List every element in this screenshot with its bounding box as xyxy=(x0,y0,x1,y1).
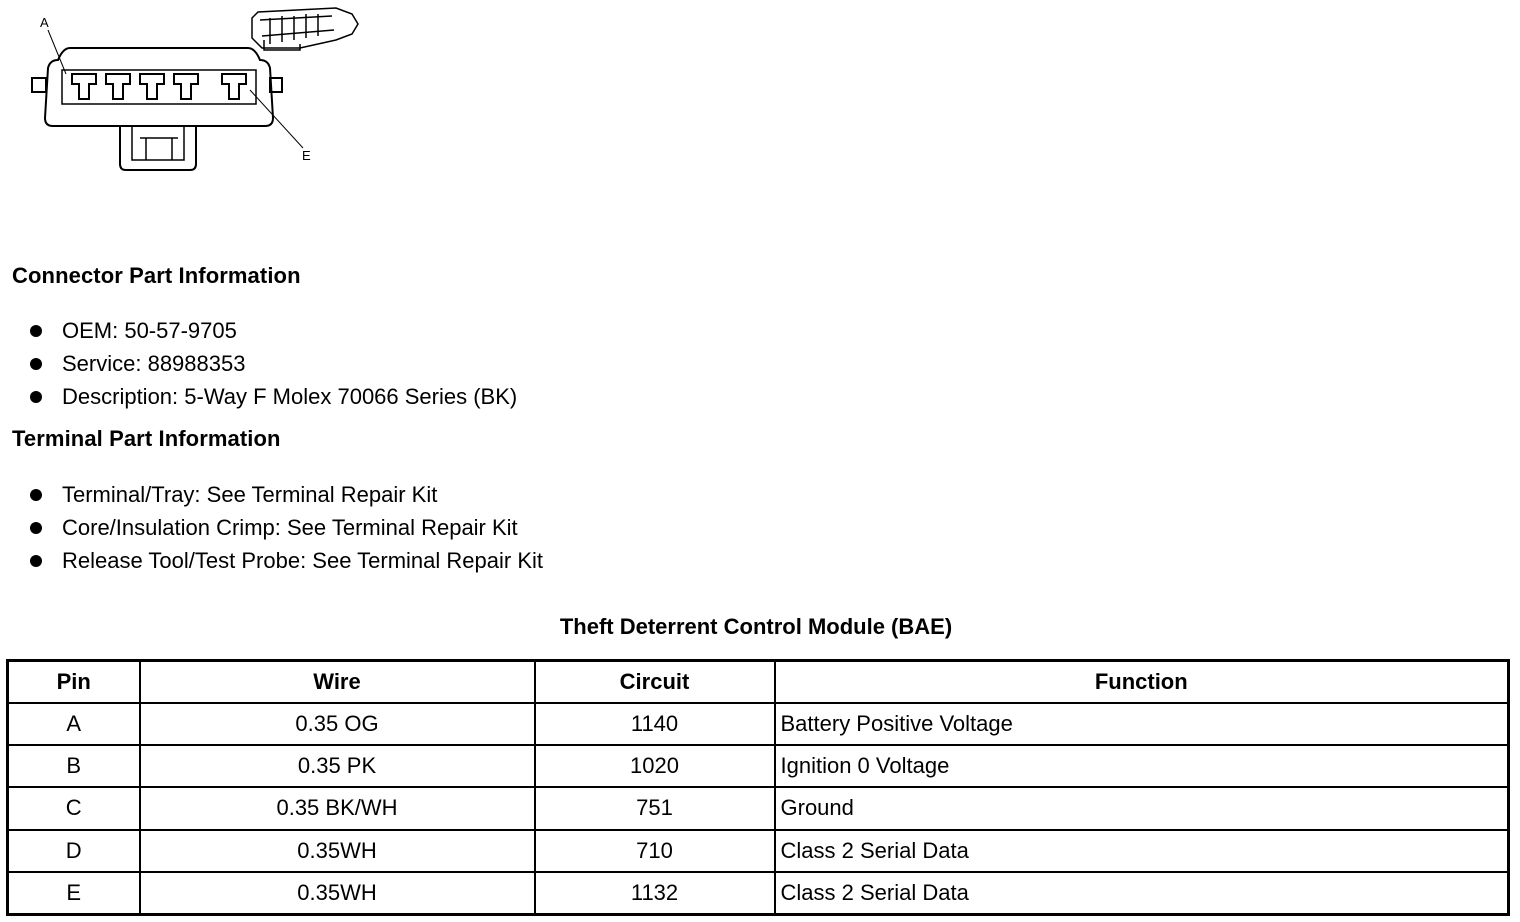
cavity-a xyxy=(72,74,96,99)
cell-function: Ground xyxy=(775,787,1509,829)
list-item: OEM: 50-57-9705 xyxy=(28,314,517,347)
connector-info-heading: Connector Part Information xyxy=(12,263,301,288)
cell-wire: 0.35WH xyxy=(140,872,535,915)
cell-pin: B xyxy=(8,745,140,787)
cell-wire: 0.35 PK xyxy=(140,745,535,787)
cell-pin: D xyxy=(8,830,140,872)
table-row xyxy=(8,787,1509,829)
table-row xyxy=(8,872,1509,915)
cell-circuit: 1140 xyxy=(535,703,775,745)
connector-thumbnail xyxy=(252,8,358,50)
callout-e-label: E xyxy=(302,148,311,163)
cell-circuit: 1020 xyxy=(535,745,775,787)
bullet-icon xyxy=(30,489,42,501)
header-pin: Pin xyxy=(8,661,140,704)
cell-circuit: 710 xyxy=(535,830,775,872)
list-item: Core/Insulation Crimp: See Terminal Repair Kit xyxy=(28,511,543,544)
list-item: Release Tool/Test Probe: See Terminal Repair Kit xyxy=(28,544,543,577)
bullet-icon xyxy=(30,522,42,534)
bullet-icon xyxy=(30,325,42,337)
header-circuit: Circuit xyxy=(535,661,775,704)
header-wire: Wire xyxy=(140,661,535,704)
cell-pin: C xyxy=(8,787,140,829)
table-header-row xyxy=(8,661,1509,704)
bullet-icon xyxy=(30,555,42,567)
table-row xyxy=(8,745,1509,787)
connector-info-list xyxy=(28,314,517,413)
cavity-d xyxy=(174,74,198,99)
cell-pin: A xyxy=(8,703,140,745)
terminal-info-heading: Terminal Part Information xyxy=(12,426,281,451)
bullet-icon xyxy=(30,391,42,403)
bullet-icon xyxy=(30,358,42,370)
cavity-e xyxy=(222,74,246,99)
left-tab xyxy=(32,78,46,92)
callout-a-label: A xyxy=(40,15,49,30)
cell-function: Battery Positive Voltage xyxy=(775,703,1509,745)
cavity-c xyxy=(140,74,164,99)
cell-wire: 0.35WH xyxy=(140,830,535,872)
cell-circuit: 751 xyxy=(535,787,775,829)
cell-wire: 0.35 BK/WH xyxy=(140,787,535,829)
cell-pin: E xyxy=(8,872,140,915)
cavity-b xyxy=(106,74,130,99)
table-row xyxy=(8,703,1509,745)
table-row xyxy=(8,830,1509,872)
cell-function: Class 2 Serial Data xyxy=(775,872,1509,915)
terminal-info-list xyxy=(28,478,543,577)
cell-circuit: 1132 xyxy=(535,872,775,915)
list-item: Service: 88988353 xyxy=(28,347,517,380)
table-title: Theft Deterrent Control Module (BAE) xyxy=(559,614,953,639)
cell-wire: 0.35 OG xyxy=(140,703,535,745)
pinout-table xyxy=(6,659,1510,916)
cell-function: Class 2 Serial Data xyxy=(775,830,1509,872)
cell-function: Ignition 0 Voltage xyxy=(775,745,1509,787)
list-item: Terminal/Tray: See Terminal Repair Kit xyxy=(28,478,543,511)
header-function: Function xyxy=(775,661,1509,704)
leader-e xyxy=(250,90,303,148)
connector-diagram xyxy=(0,0,380,190)
list-item: Description: 5-Way F Molex 70066 Series (BK) xyxy=(28,380,517,413)
